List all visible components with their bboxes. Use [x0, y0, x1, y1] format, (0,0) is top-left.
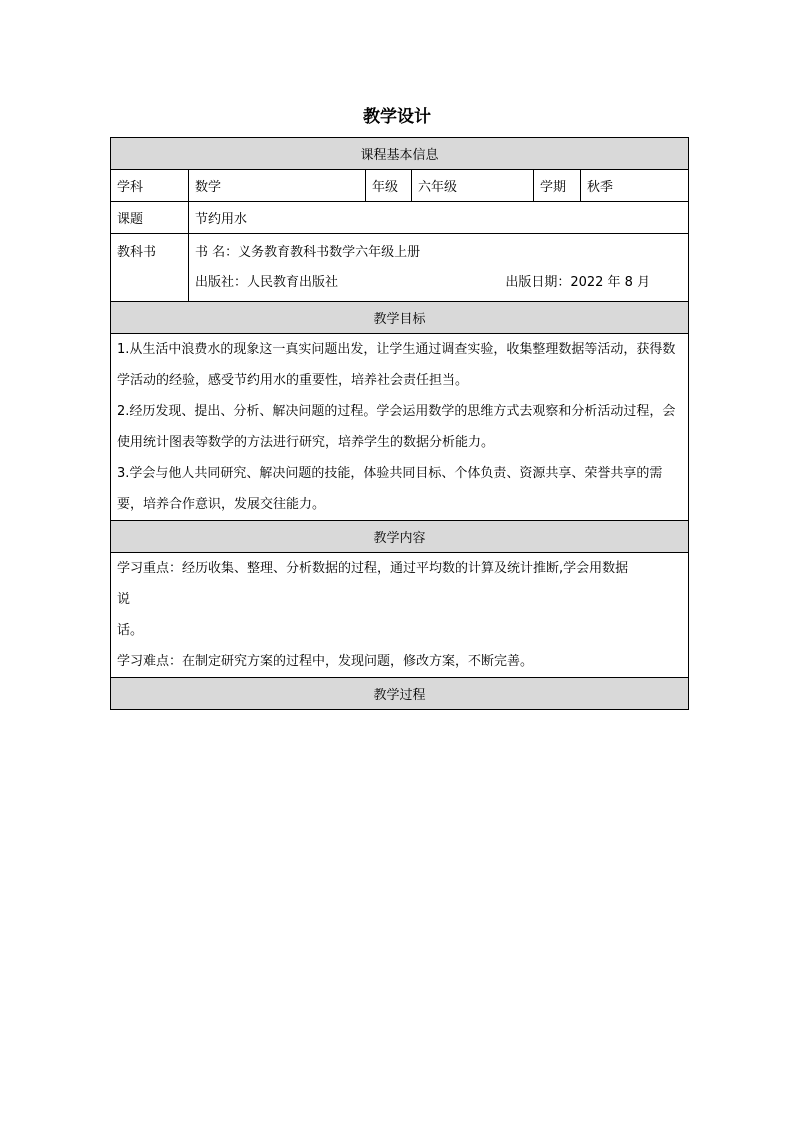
section-header-process [111, 678, 689, 710]
page-title: 教学设计 [363, 107, 431, 127]
section-title: 教学过程 [111, 678, 689, 710]
textbook-row [111, 234, 689, 302]
textbook-details [189, 234, 689, 302]
objective-item: 3.学会与他人共同研究、解决问题的技能，体验共同目标、个体负责、资源共享、荣誉共享的需要，培养合作意识，发展交往能力。 [117, 466, 663, 512]
section-title: 教学目标 [111, 302, 689, 334]
term-label: 学期 [534, 170, 581, 202]
objectives-row [111, 334, 689, 521]
section-header-basic-info [111, 138, 689, 170]
section-title: 课程基本信息 [111, 138, 689, 170]
publish-date: 出版日期：2022 年 8 月 [505, 274, 651, 290]
book-name: 书 名：义务教育教科书数学六年级上册 [195, 244, 421, 260]
term-value: 秋季 [581, 170, 689, 202]
grade-label: 年级 [366, 170, 412, 202]
publisher: 出版社：人民教育出版社 [195, 274, 339, 290]
topic-value: 节约用水 [189, 202, 689, 234]
subject-label: 学科 [111, 170, 189, 202]
publisher-line [189, 268, 688, 298]
content-cell [111, 553, 689, 678]
subject-value: 数学 [189, 170, 366, 202]
textbook-label: 教科书 [111, 234, 189, 302]
section-header-content [111, 521, 689, 553]
section-title: 教学内容 [111, 521, 689, 553]
info-row [111, 170, 689, 202]
key-points-line: 说 [117, 592, 131, 607]
lesson-design-table [110, 137, 689, 710]
objective-item: 2.经历发现、提出、分析、解决问题的过程。学会运用数学的思维方式去观察和分析活动过程，会使用统计图表等数学的方法进行研究，培养学生的数据分析能力。 [117, 404, 676, 450]
key-points-line: 话。 [117, 623, 144, 638]
objective-item: 1.从生活中浪费水的现象这一真实问题出发，让学生通过调查实验，收集整理数据等活动，获得数学活动的经验，感受节约用水的重要性，培养社会责任担当。 [117, 342, 676, 388]
difficulty-line: 学习难点：在制定研究方案的过程中，发现问题，修改方案，不断完善。 [117, 654, 534, 669]
section-header-objectives [111, 302, 689, 334]
objectives-cell [111, 334, 689, 521]
topic-label: 课题 [111, 202, 189, 234]
content-row [111, 553, 689, 678]
topic-row [111, 202, 689, 234]
grade-value: 六年级 [412, 170, 534, 202]
key-points-line: 学习重点：经历收集、整理、分析数据的过程，通过平均数的计算及统计推断,学会用数据 [117, 561, 629, 576]
